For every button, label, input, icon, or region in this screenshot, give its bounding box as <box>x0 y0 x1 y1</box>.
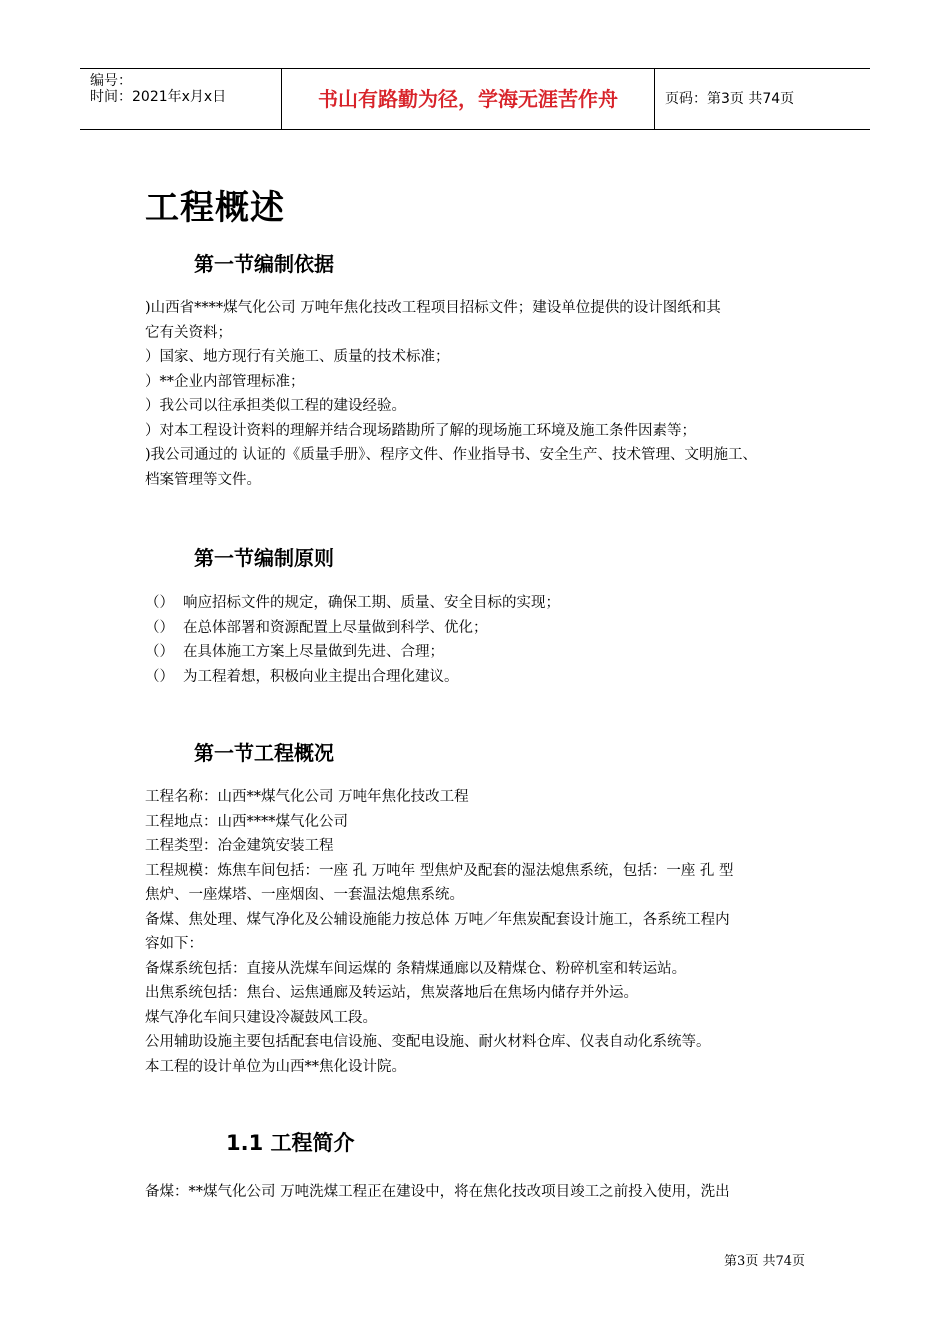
text-line: 煤气净化车间只建设冷凝鼓风工段。 <box>145 1009 377 1026</box>
text-line: 工程地点：山西****煤气化公司 <box>145 813 348 830</box>
document-title: 工程概述 <box>145 188 285 228</box>
text-line: 备煤系统包括：直接从洗煤车间运煤的 条精煤通廊以及精煤仓、粉碎机室和转运站。 <box>145 960 687 977</box>
section-overview-body <box>145 785 815 1079</box>
text-line: 本工程的设计单位为山西**焦化设计院。 <box>145 1058 406 1075</box>
text-line: ）国家、地方现行有关施工、质量的技术标准； <box>145 349 450 365</box>
header-time-label: 时间：2021年x月x日 <box>90 89 227 105</box>
header-meta-cell <box>80 69 282 129</box>
section-principles-list <box>145 591 815 689</box>
header-motto: 书山有路勤为径，学海无涯苦作舟 <box>282 69 655 129</box>
text-line: 工程名称：山西**煤气化公司 万吨年焦化技改工程 <box>145 789 469 805</box>
text-line: )山西省****煤气化公司 万吨年焦化技改工程项目招标文件；建设单位提供的设计图纸和其 <box>145 300 721 316</box>
section-heading-principles: 第一节编制原则 <box>194 546 334 570</box>
text-line: ）**企业内部管理标准； <box>145 373 305 390</box>
list-item <box>145 591 815 616</box>
list-item <box>145 616 815 641</box>
list-item-text: 响应招标文件的规定，确保工期、质量、安全目标的实现； <box>183 595 560 611</box>
list-item-text: 在总体部署和资源配置上尽量做到科学、优化； <box>183 619 488 636</box>
page-header <box>80 68 870 130</box>
list-item-text: 在具体施工方案上尽量做到先进、合理； <box>183 644 444 660</box>
text-line: 焦炉、一座煤塔、一座烟囱、一套温法熄焦系统。 <box>145 887 464 903</box>
text-line: 公用辅助设施主要包括配套电信设施、变配电设施、耐火材料仓库、仪表自动化系统等。 <box>145 1034 711 1050</box>
section-heading-overview: 第一节工程概况 <box>194 741 334 765</box>
list-item <box>145 665 815 690</box>
header-page-label: 页码：第3页 共74页 <box>665 91 795 107</box>
text-line: 档案管理等文件。 <box>145 471 261 488</box>
list-item-text: 为工程着想，积极向业主提出合理化建议。 <box>183 668 459 685</box>
list-item <box>145 640 815 665</box>
text-line: 备煤、焦处理、煤气净化及公辅设施能力按总体 万吨／年焦炭配套设计施工，各系统工程内 <box>145 911 730 928</box>
text-line: 出焦系统包括：焦台、运焦通廊及转运站，焦炭落地后在焦场内储存并外运。 <box>145 985 638 1001</box>
text-line: 它有关资料； <box>145 324 232 341</box>
text-line: 备煤：**煤气化公司 万吨洗煤工程正在建设中，将在焦化技改项目竣工之前投入使用，洗出 <box>145 1184 730 1200</box>
list-marker: （） <box>145 595 174 611</box>
text-line: )我公司通过的 认证的《质量手册》、程序文件、作业指导书、安全生产、技术管理、文明施工、 <box>145 447 758 463</box>
section-basis-body <box>145 296 815 492</box>
list-marker: （） <box>145 668 174 685</box>
text-line: 工程类型：冶金建筑安装工程 <box>145 838 334 854</box>
section-heading-basis: 第一节编制依据 <box>194 252 334 276</box>
header-number-label: 编号： <box>90 73 132 89</box>
text-line: ）我公司以往承担类似工程的建设经验。 <box>145 398 406 414</box>
text-line: 容如下： <box>145 936 203 952</box>
text-line: 工程规模：炼焦车间包括：一座 孔 万吨年 型焦炉及配套的湿法熄焦系统，包括：一座 孔 型 <box>145 862 734 879</box>
list-marker: （） <box>145 619 174 636</box>
subsection-heading-intro: 1.1 工程简介 <box>226 1131 355 1155</box>
page-footer: 第3页 共74页 <box>724 1254 805 1269</box>
subsection-intro-body <box>145 1180 815 1205</box>
text-line: ）对本工程设计资料的理解并结合现场踏勘所了解的现场施工环境及施工条件因素等； <box>145 422 696 439</box>
list-marker: （） <box>145 644 174 660</box>
